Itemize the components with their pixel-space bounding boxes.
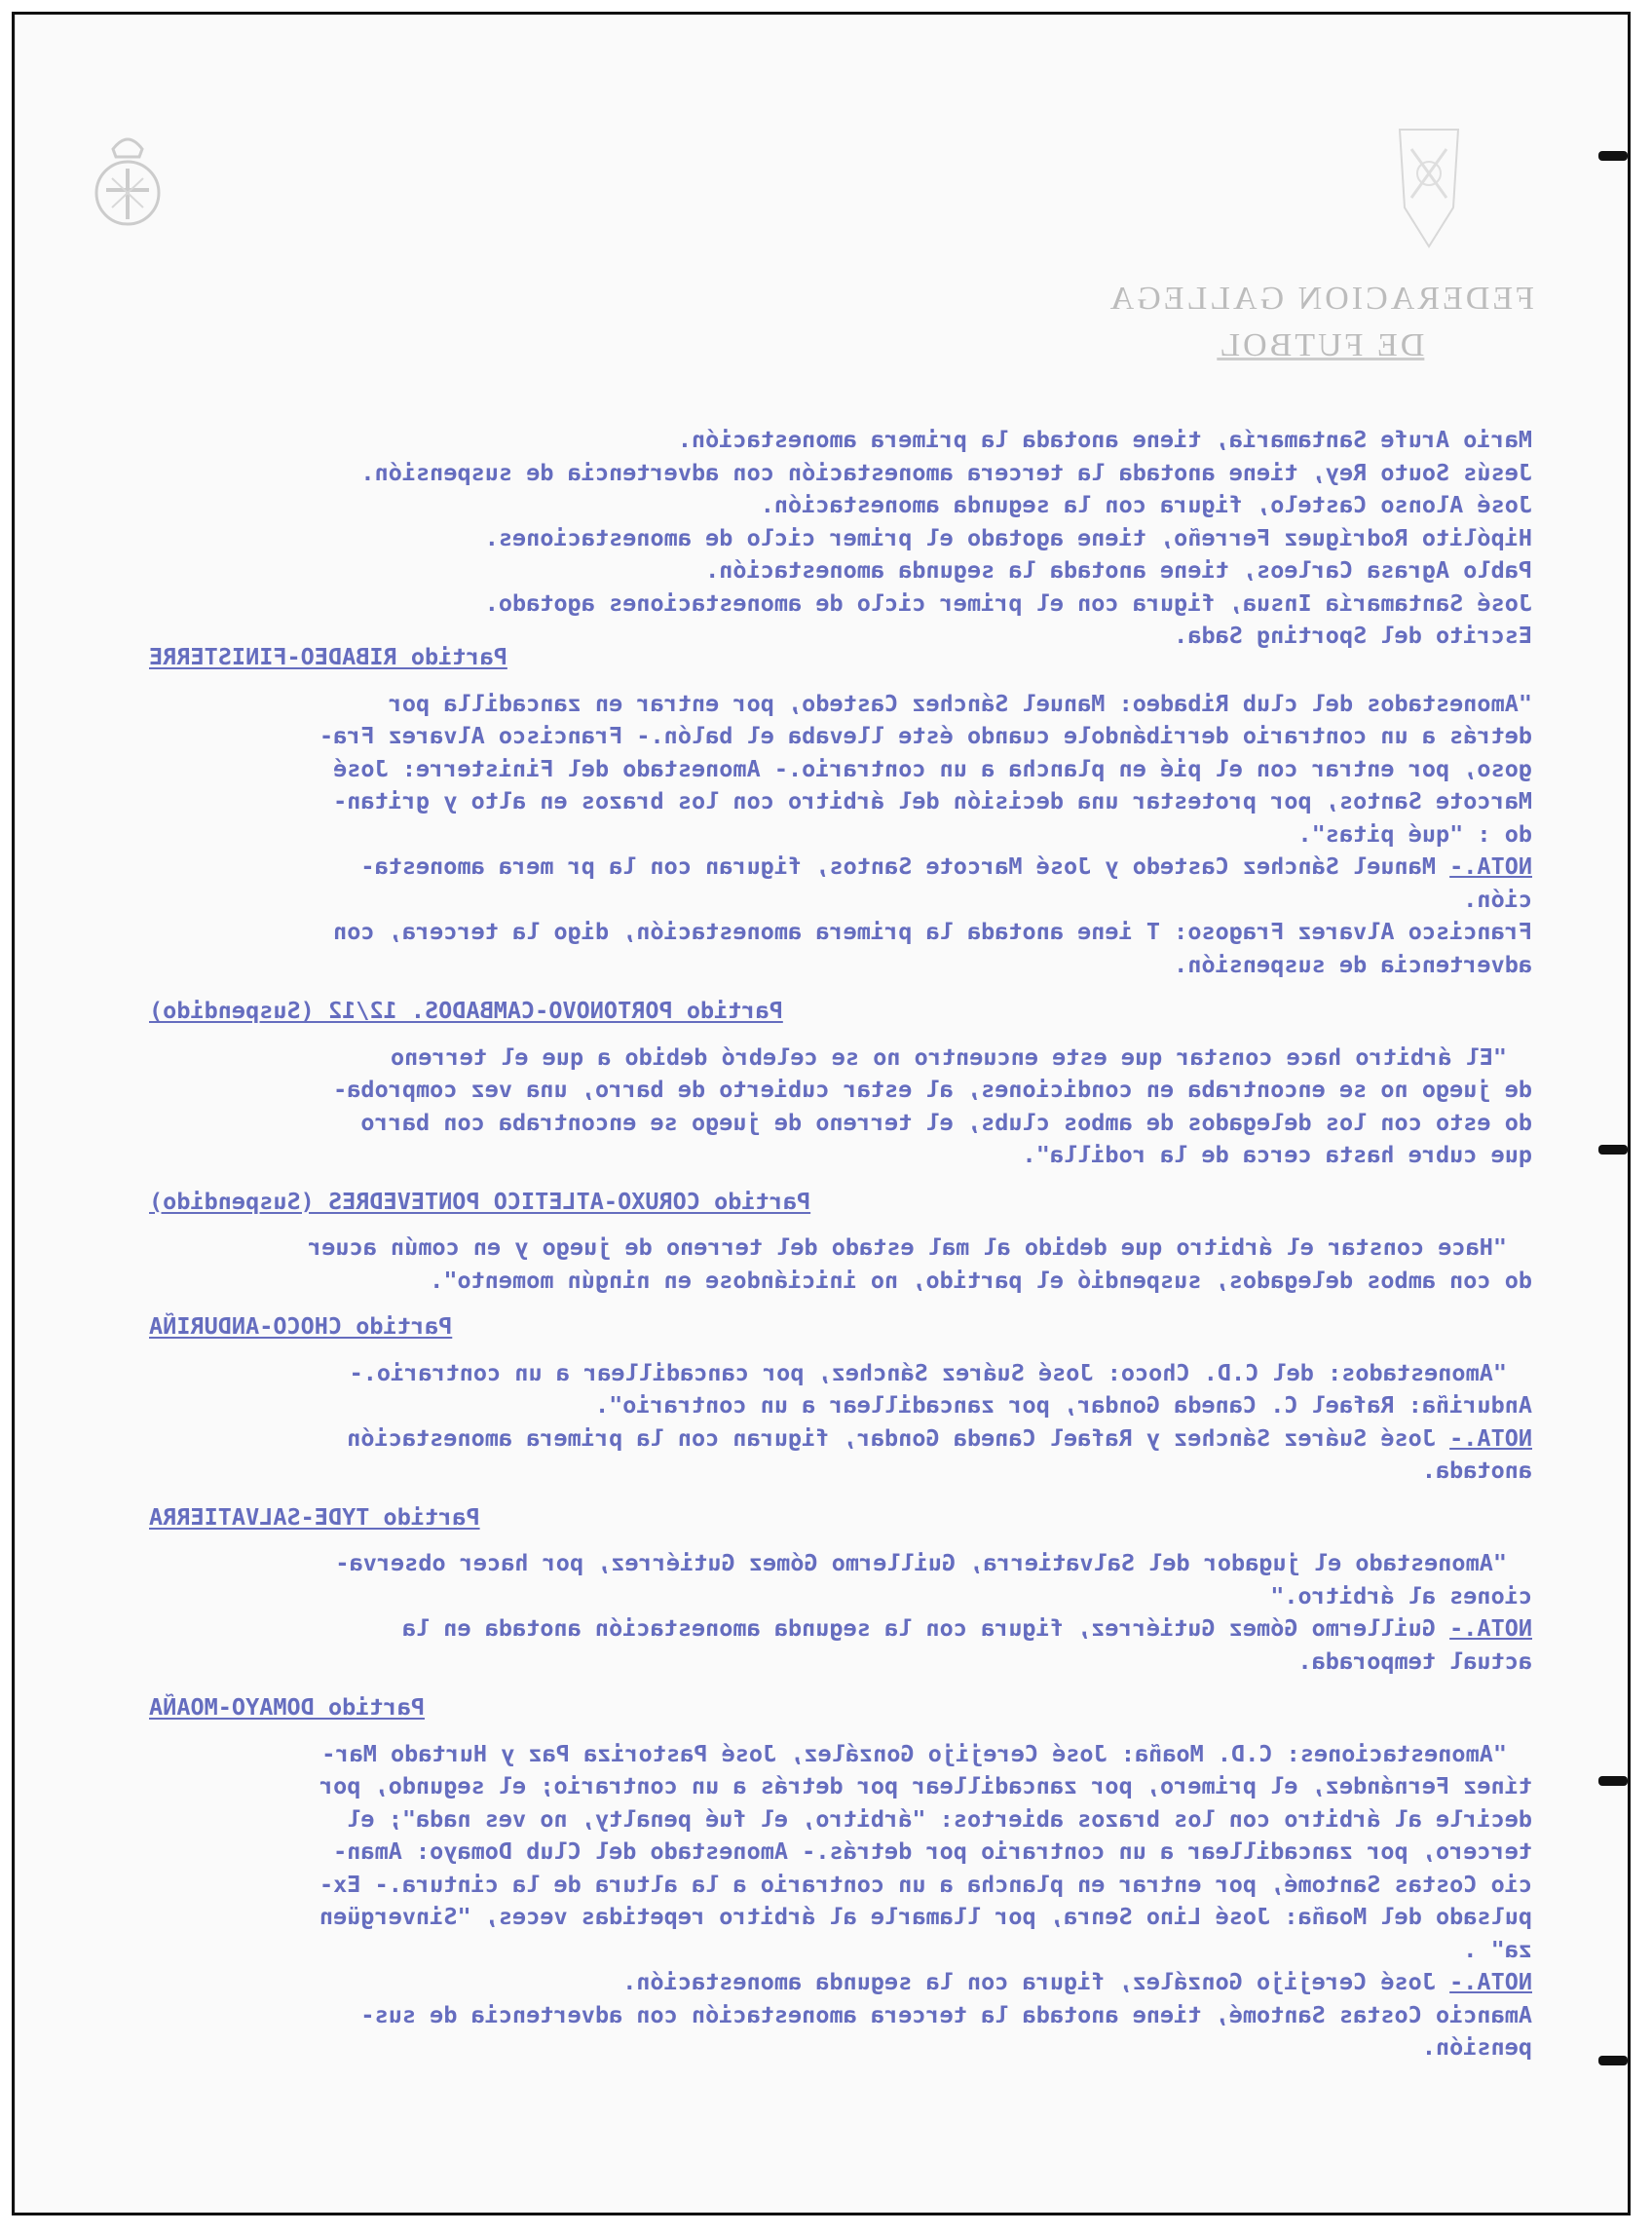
text-line: Hipólito Rodríguez Ferreño, tiene agotado el primer ciclo de amonestaciones. [484, 523, 1532, 551]
text-line: "Amonestados: del C.D. Choco: José Suárez Sánchez, por cancadillear a un contrario.- [349, 1358, 1507, 1386]
text-line: tínez Fernández, el primero, por zancadillear por detrás a un contrario; el segundo, por [319, 1772, 1532, 1799]
text-line: detrás a un contrario derribándole cuando éste llevaba el balón.- Francisco Alvarez Fra- [319, 722, 1532, 749]
text-line: anotada. [1421, 1457, 1532, 1484]
text-line: "Hace constar el árbitro que debido al mal estado del terreno de juego y en común acuer [308, 1233, 1507, 1261]
section-heading-domayo: Partido DOMAYO-MOAÑA [149, 1693, 425, 1721]
nota-label: NOTA.- [1449, 852, 1532, 880]
text-line: Francisco Alvarez Fragoso: T iene anotada la primera amonestación, digo la tercera, con [333, 918, 1532, 945]
text-line: José Santamaría Insua, figura con el primer ciclo de amonestaciones agotado. [484, 588, 1532, 617]
nota-line: NOTA.- Guillermo Gómez Gutiérrez, figura con la segunda amonestación anotada en la [401, 1614, 1532, 1642]
text-line: pulsado del Moaña: José Lino Senra, por llamarle al árbitro repetidas veces, "Sinvergüen [319, 1903, 1532, 1930]
text-line: actual temporada. [1297, 1647, 1532, 1675]
letterhead-line-2: DE FUTBOL [1217, 327, 1425, 363]
text-line: que cubre hasta cerca de la rodilla". [1022, 1141, 1532, 1168]
text-line: goso, por entrar con el pié en plancha a un contrario.- Amonestado del Finisterre: José [333, 754, 1532, 782]
text-line: cio Costas Santomé, por entrar en plancha a un contrario a la altura de la cintura.- Ex- [319, 1870, 1532, 1898]
section-heading-ribadeo: Partido RIBADEO-FINISTERRE [149, 643, 507, 670]
typed-text-block [149, 424, 1532, 2064]
text-line: do : "qué pitas". [1297, 819, 1532, 848]
nota-label: NOTA.- [1449, 1614, 1532, 1642]
section-heading-portonovo: Partido PORTONOVO-CAMBADOS. 12/12 (Suspendido) [149, 997, 783, 1024]
text-line: do esto con los delegados de ambos clubs, el terreno de juego se encontraba con barro [360, 1108, 1532, 1136]
text-line: advertencia de suspensión. [1174, 950, 1532, 978]
text-line: Anduriña: Rafael C. Caneda Gondar, por zancadillear a un contrario". [594, 1391, 1532, 1419]
text-line: pensión. [1421, 2033, 1532, 2061]
nota-line: NOTA.- José Suárez Sánchez y Rafael Caneda Gondar, figuran con la primera amonestación [347, 1423, 1532, 1452]
letterhead-line-1: FEDERACION GALLEGA [1107, 281, 1534, 317]
text-line: za" . [1463, 1935, 1532, 1963]
text-line: ciones al árbitro." [1270, 1581, 1532, 1609]
section-heading-choco: Partido CHOCO-ANDURIÑA [149, 1312, 453, 1340]
text-line: tercero, por zancadillear a un contrario por detrás.- Amonestado del Club Domayo: Aman- [333, 1837, 1532, 1865]
text-line: Pablo Agrasa Carleos, tiene anotada la segunda amonestación. [705, 556, 1532, 584]
text-line: de juego no se encontraba en condiciones, al estar cubierto de barro, una vez comproba- [333, 1076, 1532, 1103]
nota-label: NOTA.- [1449, 1423, 1532, 1452]
text-line: "Amonestaciones: C.D. Moaña: José Cerejijo González, José Pastoriza Paz y Hurtado Mar- [321, 1739, 1507, 1767]
section-heading-coruxo: Partido CORUXO-ATLETICO PONTEVEDRES (Suspendido) [149, 1187, 811, 1215]
letterhead [1108, 276, 1534, 369]
federation-logo-icon [1390, 120, 1468, 256]
text-line: "El árbitro hace constar que este encuentro no se celebró debido a que el terreno [390, 1042, 1507, 1071]
text-line: Jesús Souto Rey, tiene anotada la tercera amonestación con advertencia de suspensión. [360, 458, 1532, 486]
nota-label: NOTA.- [1449, 1968, 1532, 1995]
text-line: "Amonestados del club Ribadeo: Manuel Sánchez Castedo, por entrar en zancadilla por [388, 689, 1532, 717]
nota-line: NOTA.- José Cerejijo González, figura con la segunda amonestación. [622, 1968, 1532, 1995]
nota-line: NOTA.- Manuel Sánchez Castedo y José Marcote Santos, figuran con la pr mera amonesta- [360, 852, 1532, 880]
text-line: ción. [1463, 885, 1532, 913]
text-line: do con ambos delegados, suspendió el partido, no iniciándose en ningún momento". [430, 1266, 1532, 1294]
text-line: Marcote Santos, por protestar una decisión del árbitro con los brazos en alto y gritan- [333, 787, 1532, 814]
text-line: Escrito del Sporting Sada. [1174, 622, 1532, 649]
section-heading-tyde: Partido TYDE-SALVATIERRA [149, 1502, 480, 1531]
text-line: Amancio Costas Santomé, tiene anotada la tercera amonestación con advertencia de sus- [360, 2000, 1532, 2028]
mirrored-sheet [15, 15, 1628, 2213]
text-line: decirle al árbitro con los brazos abiertos: "árbitro, el fué penalty, no ves nada"; el [347, 1804, 1532, 1833]
text-line: José Alonso Castelo, figura con la segunda amonestación. [760, 491, 1532, 518]
document-page [12, 12, 1631, 2215]
text-line: "Amonestado el jugador del Salvatierra, Guillermo Gómez Gutiérrez, por hacer observa- [335, 1549, 1507, 1576]
crest-logo-icon [89, 130, 167, 237]
text-line: Mario Arufe Santamaría, tiene anotada la primera amonestación. [677, 426, 1532, 453]
